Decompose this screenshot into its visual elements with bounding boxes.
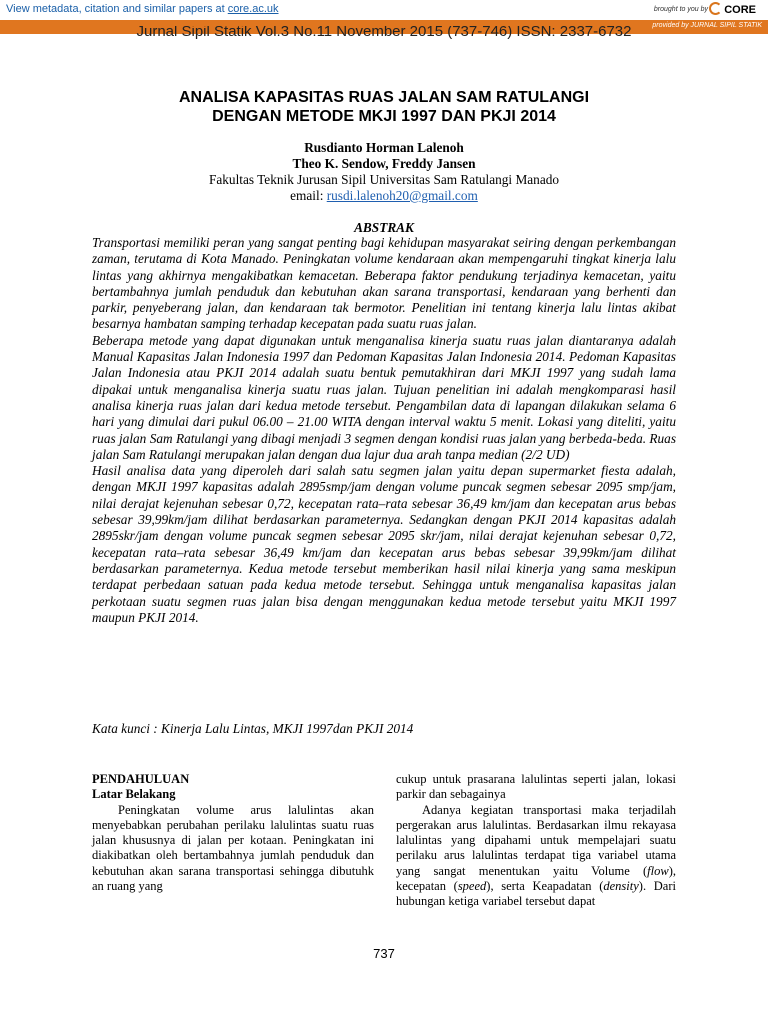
core-metadata-link[interactable]	[6, 3, 279, 15]
title-line-1: ANALISA KAPASITAS RUAS JALAN SAM RATULANGI	[178, 89, 590, 106]
core-domain-link[interactable]: core.ac.uk	[227, 3, 279, 15]
affiliation: Fakultas Teknik Jurusan Sipil Universitas Sam Ratulangi Manado	[208, 172, 560, 187]
abstract-body	[92, 235, 676, 626]
right-p2-part-b: ), kecepatan (	[396, 863, 676, 894]
right-p2-part-c: ), serta Keapadatan (	[486, 879, 604, 894]
author-primary: Rusdianto Horman Lalenoh	[304, 140, 464, 155]
email-link[interactable]: rusdi.lalenoh20@gmail.com	[326, 188, 478, 203]
author-coauthors: Theo K. Sendow, Freddy Jansen	[292, 156, 476, 171]
term-flow: flow	[647, 863, 669, 878]
left-paragraph-1: Peningkatan volume arus lalulintas akan menyebabkan perubahan perilaku lalulintas suatu ruas jalan khususnya di jalan per kotaan. Peningkatan ini diakibatkan oleh bertambahnya jumlah penduduk dan kebutuhan akan sarana transportasi sehingga dibutuhk an ruang yang	[92, 802, 374, 894]
left-column	[92, 772, 374, 894]
subsection-heading: Latar Belakang	[92, 787, 176, 802]
right-column	[396, 772, 676, 910]
journal-header-text: Jurnal Sipil Statik Vol.3 No.11 November 2015 (737-746) ISSN: 2337-6732	[136, 26, 632, 40]
keywords: Kata kunci : Kinerja Lalu Lintas, MKJI 1997dan PKJI 2014	[92, 721, 414, 736]
core-brought-by: brought to you by	[653, 6, 708, 13]
email-line	[40, 188, 728, 204]
abstract-paragraph-3: Hasil analisa data yang diperoleh dari salah satu segmen jalan yaitu depan supermarket fiesta adalah, dengan MKJI 1997 kapasitas adalah 2895smp/jam dengan volume puncak segmen sebesar 2095 smp/jam, nilai derajat kejenuhan sebesar 0,72, kecepatan rata–rata sebesar 36,49 km/jam dan kecepatan arus bebas sebesar 39,99km/jam dilihat berdasarkan parameternya. Sedangkan dengan PKJI 2014 kapasitas adalah 2895skr/jam dengan volume puncak segmen sebesar 2095 skr/jam, nilai derajat kejenuhan sebesar 0,72, kecepatan rata–rata sebesar 36,49 km/jam dan kecepatan arus bebas sebesar 39,99km/jam dilihat berdasarkan parameternya. Kedua metode tersebut memberikan hasil nilai kinerja yang sama meskipun terdapat perbedaan satuan pada kedua metode tersebut. Sehingga untuk menganalisa kapasitas jalan perkotaan suatu segmen ruas jalan bisa dengan menggunakan kedua metode tersebut yaitu MKJI 1997 maupun PKJI 2014.	[92, 463, 676, 625]
core-logo-text: CORE	[724, 4, 756, 16]
core-logo[interactable]	[709, 2, 756, 16]
right-p2-part-a: Adanya kegiatan transportasi maka terjadilah pergerakan arus lalulintas. Berdasarkan ilmu rekayasa lalulintas yang dipahami untuk mempelajari suatu perilaku arus lalulintas terdapat tiga variabel utama yang sangat menentukan yaitu Volume (	[396, 802, 676, 878]
abstract-heading: ABSTRAK	[354, 220, 414, 235]
paper-title	[40, 88, 728, 126]
term-speed: speed	[457, 879, 487, 894]
journal-header	[0, 26, 768, 40]
title-line-2: DENGAN METODE MKJI 1997 DAN PKJI 2014	[212, 108, 556, 125]
term-density: density	[603, 879, 639, 894]
core-metadata-link-text: View metadata, citation and similar papers at	[6, 3, 228, 15]
right-paragraph-1: cukup untuk prasarana lalulintas seperti jalan, lokasi parkir dan sebagainya	[396, 772, 676, 802]
section-heading: PENDAHULUAN	[92, 772, 190, 786]
abstract-paragraph-1: Transportasi memiliki peran yang sangat penting bagi kehidupan masyarakat seiring dengan perkembangan zaman, terutama di Kota Manado. Peningkatan volume kendaraan akan mempengaruhi tingkat kinerja lalu lintas yang akhirnya mengakibatkan kemacetan. Beberapa faktor pendukung terjadinya kemacetan, yaitu bertambahnya jumlah penduduk dan kebutuhan akan sarana transportasi, kendaraan yang berhenti dan parkir, penyeberang jalan, dan kendaraan tak bermotor. Penelitian ini tentang kinerja lalu lintas akibat besarnya hambatan samping terhadap kecepatan pada suatu ruas jalan.	[92, 235, 676, 332]
page-number: 737	[373, 946, 395, 961]
abstract-paragraph-2: Beberapa metode yang dapat digunakan untuk menganalisa kinerja suatu ruas jalan diantaranya adalah Manual Kapasitas Jalan Indonesia 1997 dan Pedoman Kapasitas Jalan Indonesia 2014. Pedoman Kapasitas Jalan Indonesia atau PKJI 2014 adalah suatu bentuk pemutakhiran dari MKJI 1997 yang sudah lama dipakai untuk menganalisa kinerja suatu ruas jalan. Tujuan penelitian ini adalah mengkomparasi hasil analisa kinerja ruas jalan dari kedua metode tersebut. Pengambilan data di lapangan dilakukan selama 6 hari yang dimulai dari pukul 06.00 – 21.00 WITA dengan interval waktu 5 menit. Lokasi yang diteliti, yaitu ruas jalan Sam Ratulangi yang dibagi menjadi 3 segmen dengan kondisi ruas jalan yang berbeda-beda. Ruas jalan Sam Ratulangi merupakan jalan dengan dua lajur dua arah tanpa median (2/2 UD)	[92, 332, 676, 462]
core-provided-by: provided by JURNAL SIPIL STATIK	[652, 22, 762, 29]
right-paragraph-2	[396, 803, 676, 910]
email-label: email:	[290, 188, 327, 203]
core-ring-icon	[709, 2, 722, 15]
right-p2-part-d: ). Dari hubungan ketiga variabel tersebut dapat	[396, 879, 676, 909]
author-block	[40, 140, 728, 204]
